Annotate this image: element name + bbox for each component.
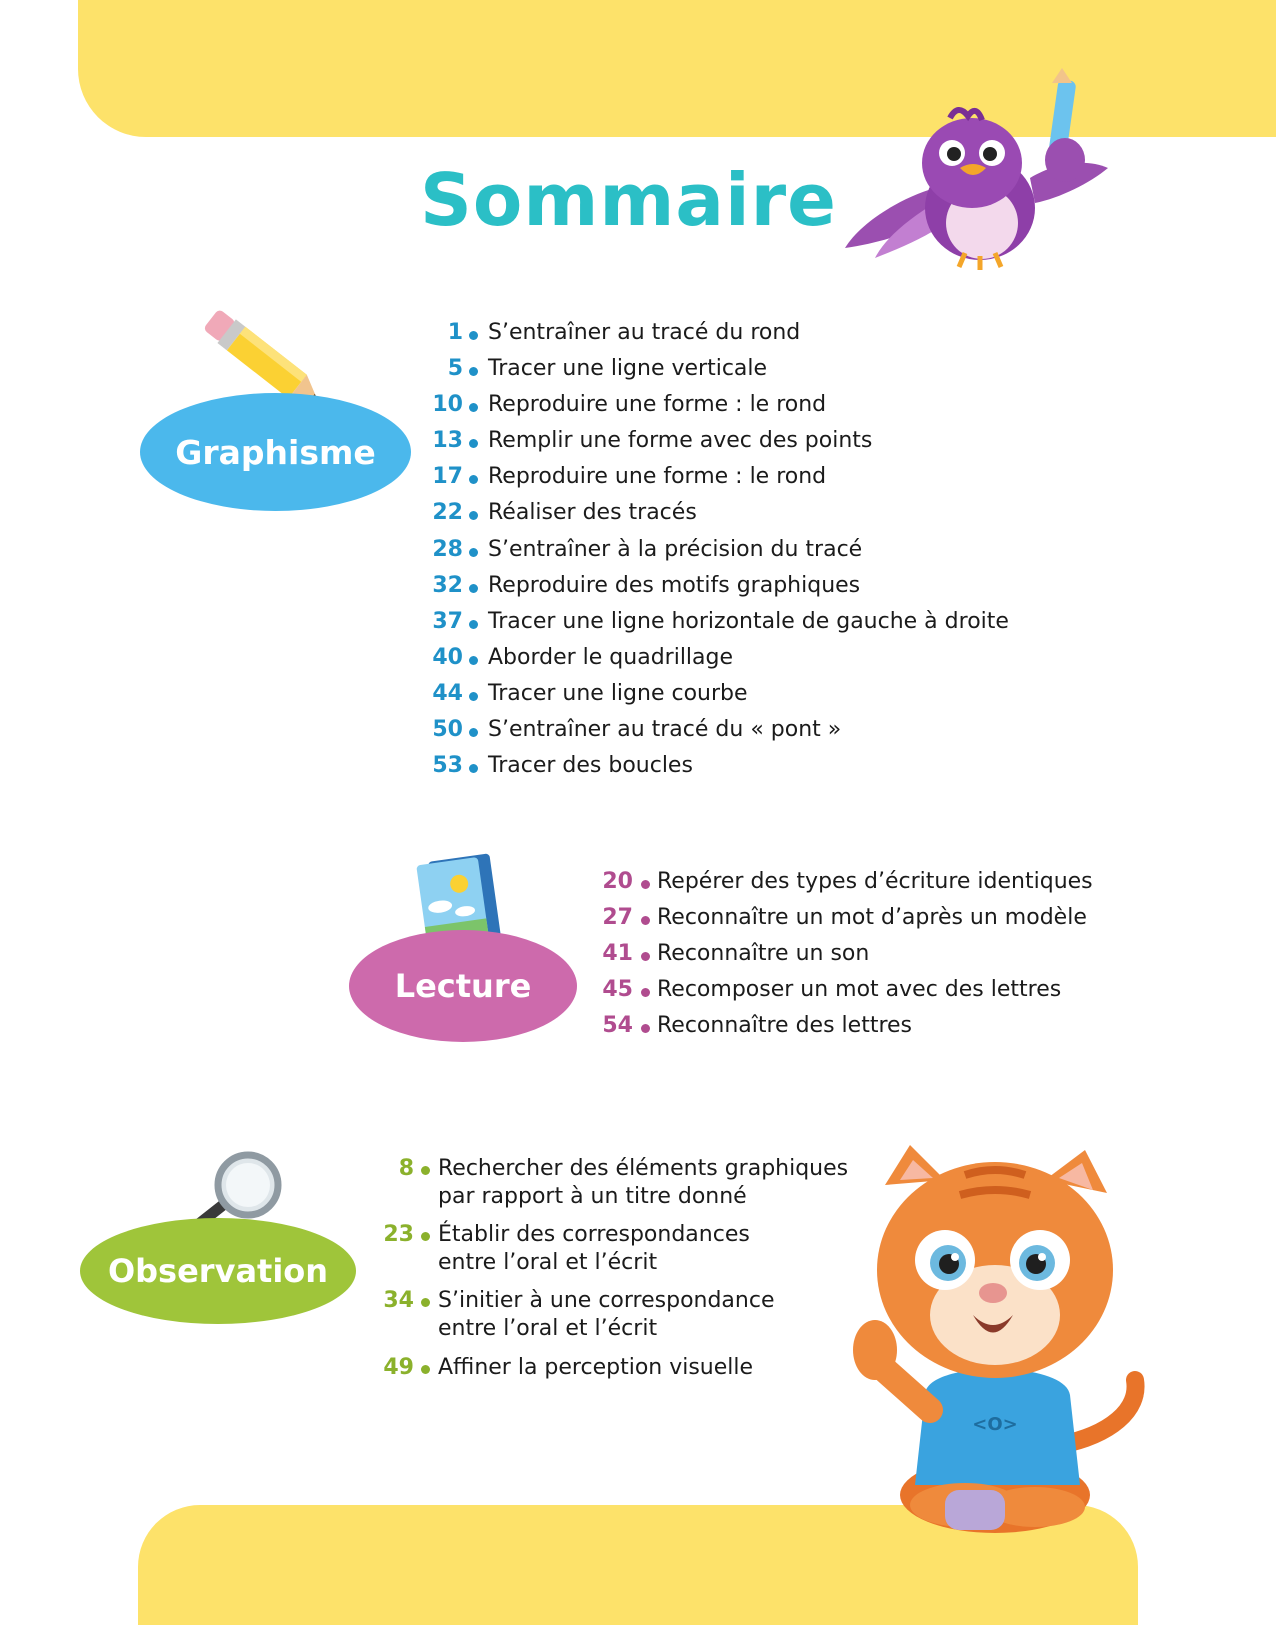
page-number: 54 — [602, 1013, 633, 1038]
toc-item-title — [438, 1221, 878, 1277]
page-number: 34 — [383, 1288, 414, 1313]
page-number: 17 — [432, 464, 463, 490]
bullet-dot — [641, 952, 650, 961]
bullet-dot — [421, 1298, 430, 1307]
page-number: 27 — [602, 905, 633, 930]
bullet-dot — [469, 728, 478, 737]
section-label-graphisme: Graphisme — [175, 432, 376, 472]
page-number: 23 — [383, 1222, 414, 1247]
page-number: 22 — [432, 500, 463, 526]
toc-item-line: S’initier à une correspondance — [438, 1288, 775, 1313]
toc-item-title: S’entraîner au tracé du « pont » — [488, 717, 842, 743]
bullet-dot — [421, 1365, 430, 1374]
page-number: 49 — [383, 1355, 414, 1380]
toc-item-title: Tracer une ligne courbe — [488, 680, 748, 706]
toc-item-title: Reproduire des motifs graphiques — [488, 572, 861, 598]
section-badge-graphisme — [140, 393, 411, 511]
page-number: 20 — [602, 869, 633, 894]
page-number: 45 — [602, 977, 633, 1002]
toc-item-title: Réaliser des tracés — [488, 500, 697, 526]
toc-item-line: entre l’oral et l’écrit — [438, 1250, 658, 1275]
toc-item-title — [438, 1287, 878, 1343]
bird-mascot — [840, 68, 1120, 273]
toc-item-title: Tracer une ligne horizontale de gauche à droite — [488, 608, 1009, 634]
page-number: 41 — [602, 941, 633, 966]
svg-text:<O>: <O> — [972, 1414, 1018, 1435]
bullet-dot — [641, 1024, 650, 1033]
page-number: 32 — [432, 572, 463, 598]
toc-item-line: entre l’oral et l’écrit — [438, 1316, 658, 1341]
page-title: Sommaire — [420, 158, 837, 242]
toc-item-title: Aborder le quadrillage — [488, 644, 734, 670]
bullet-dot — [421, 1232, 430, 1241]
page-number: 8 — [398, 1156, 414, 1181]
bullet-dot — [469, 367, 478, 376]
bullet-dot — [641, 880, 650, 889]
section-label-observation: Observation — [107, 1252, 329, 1290]
section-badge-lecture — [349, 930, 577, 1042]
bullet-dot — [469, 403, 478, 412]
toc-item-line: par rapport à un titre donné — [438, 1184, 747, 1209]
page-number: 13 — [432, 428, 463, 454]
page-number: 5 — [447, 356, 463, 382]
bullet-dot — [469, 584, 478, 593]
toc-item-line: Rechercher des éléments graphiques — [438, 1156, 849, 1181]
page-number: 50 — [432, 717, 463, 743]
section-badge-observation — [80, 1218, 356, 1324]
page-number: 53 — [432, 753, 463, 779]
toc-item-title: Reconnaître un mot d’après un modèle — [657, 905, 1087, 930]
toc-item-title: Reconnaître des lettres — [657, 1013, 912, 1038]
page-number: 1 — [447, 320, 463, 345]
toc-item-title: Tracer une ligne verticale — [488, 356, 768, 382]
toc-item-title: Reproduire une forme : le rond — [488, 392, 827, 418]
toc-item-title: Repérer des types d’écriture identiques — [657, 869, 1093, 894]
cat-mascot — [845, 1145, 1150, 1545]
toc-item-title: Remplir une forme avec des points — [488, 428, 873, 454]
bullet-dot — [469, 548, 478, 557]
toc-item-title — [438, 1155, 878, 1211]
toc-item-title: Reconnaître un son — [657, 941, 870, 966]
bullet-dot — [469, 511, 478, 520]
bullet-dot — [641, 988, 650, 997]
page-number: 37 — [432, 608, 463, 634]
bullet-dot — [469, 692, 478, 701]
toc-item-title: Tracer des boucles — [488, 753, 693, 779]
bullet-dot — [641, 916, 650, 925]
page-number: 40 — [432, 644, 463, 670]
toc-item-title: Affiner la perception visuelle — [438, 1355, 754, 1380]
page-number: 28 — [432, 536, 463, 562]
bullet-dot — [469, 331, 478, 340]
bullet-dot — [469, 656, 478, 665]
toc-item-title: S’entraîner au tracé du rond — [488, 320, 801, 345]
bullet-dot — [469, 439, 478, 448]
toc-item-title: Reproduire une forme : le rond — [488, 464, 827, 490]
toc-item-title: S’entraîner à la précision du tracé — [488, 536, 863, 562]
page-number: 44 — [432, 680, 463, 706]
bullet-dot — [469, 764, 478, 773]
bullet-dot — [421, 1166, 430, 1175]
toc-item-line: Établir des correspondances — [438, 1222, 750, 1247]
bullet-dot — [469, 475, 478, 484]
toc-item-title: Recomposer un mot avec des lettres — [657, 977, 1062, 1002]
section-label-lecture: Lecture — [394, 967, 532, 1005]
page-number: 10 — [432, 392, 463, 418]
bullet-dot — [469, 620, 478, 629]
